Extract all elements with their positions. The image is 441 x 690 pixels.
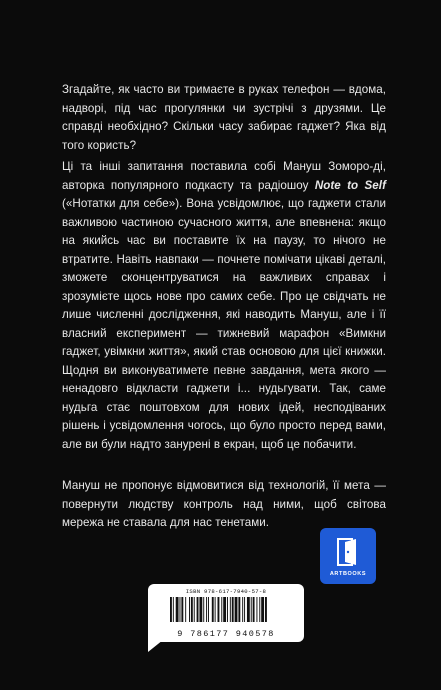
- paragraph-main-rest: («Нотатки для себе»). Вона усвідомлює, що гаджети стали важливою частиною сучасного життя, але впевнена: якщо на якийсь час ви поставите їх на паузу, то нічого не втратите. Навіть навпаки — почнете помічати цікаві деталі, зможете сконцентруватися на важливих справах і зрозумієте щось нове про самих себе. Про це свідчать не лише численні дослідження, які наводить Мануш, але і її власний експеримент — тижневий марафон «Вимкни гаджет, увімкни життя», який став основою для цієї книжки. Щодня ви виконуватимете певне завдання, мета якого — ненадовго відкласти гаджети і... нудьгувати. Так, саме нудьга стає поштовхом для нових ідей, несподіваних рішень і усвідомлення чогось, що було просто перед вами, але ви були надто занурені в екран, щоб це побачити.: [62, 197, 386, 451]
- barcode-stripe: [265, 597, 267, 622]
- barcode-panel: [148, 584, 304, 642]
- barcode-stripe: [215, 597, 216, 622]
- barcode-stripe: [238, 597, 240, 622]
- barcode-stripe: [194, 597, 195, 622]
- paragraph-intro: [62, 81, 386, 155]
- barcode-stripe: [199, 597, 202, 622]
- barcode-stripe: [232, 597, 234, 622]
- publisher-name: ARTBOOKS: [329, 571, 367, 577]
- barcode-stripe: [221, 597, 222, 622]
- barcode-stripe: [170, 597, 172, 622]
- barcode-stripe: [230, 597, 231, 622]
- paragraph-main: [62, 158, 386, 454]
- paragraph-main-text: [62, 158, 386, 454]
- barcode-stripe: [259, 597, 260, 622]
- paragraph-conclusion-text: Мануш не пропонує відмовитися від технологій, її мета — повернути людству контроль над ними, щоб світова мережа не ставала для нас тенетами.: [62, 479, 386, 529]
- isbn-label: ISBN 978-617-7940-57-8: [185, 588, 267, 595]
- barcode-stripe: [251, 597, 252, 622]
- paragraph-intro-text: Згадайте, як часто ви тримаєте в руках телефон — вдома, надворі, під час прогулянки чи зустрічі з друзями. Це справді необхідно? Скільки часу забирає гаджет? Яка від того користь?: [62, 83, 386, 152]
- podcast-title: Note to Self: [314, 178, 386, 192]
- barcode-stripe: [203, 597, 204, 622]
- barcode-stripe: [173, 597, 174, 622]
- barcode-stripe: [212, 597, 214, 622]
- barcode-digits: 9 786177 940578: [177, 629, 275, 639]
- publisher-logo: [320, 528, 376, 584]
- barcode-stripe: [180, 597, 181, 622]
- paragraph-main-start: Ці та інші запитання поставила собі Мануш Зоморо-ді, авторка популярного подкасту та радіошоу: [62, 160, 386, 192]
- paragraph-conclusion: [62, 477, 386, 533]
- barcode-stripe: [208, 597, 209, 622]
- barcode-stripe: [256, 597, 257, 622]
- barcode-stripe: [242, 597, 243, 622]
- barcode-stripe: [227, 597, 228, 622]
- barcode-stripe: [191, 597, 193, 622]
- barcode-stripe: [218, 597, 220, 622]
- barcode-stripe: [185, 597, 186, 622]
- barcode-stripe: [181, 597, 183, 622]
- barcode-stripe: [253, 597, 255, 622]
- barcode-stripe: [189, 597, 190, 622]
- barcode-stripe: [223, 597, 226, 622]
- barcode-stripe: [247, 597, 250, 622]
- barcode-stripe: [206, 597, 207, 622]
- barcode-stripe: [261, 597, 264, 622]
- barcode-stripe: [244, 597, 245, 622]
- barcode-stripe: [176, 597, 179, 622]
- door-book-icon: [334, 536, 362, 568]
- barcode-bars: [168, 597, 288, 630]
- barcode-stripe: [235, 597, 238, 622]
- barcode-stripe: [197, 597, 199, 622]
